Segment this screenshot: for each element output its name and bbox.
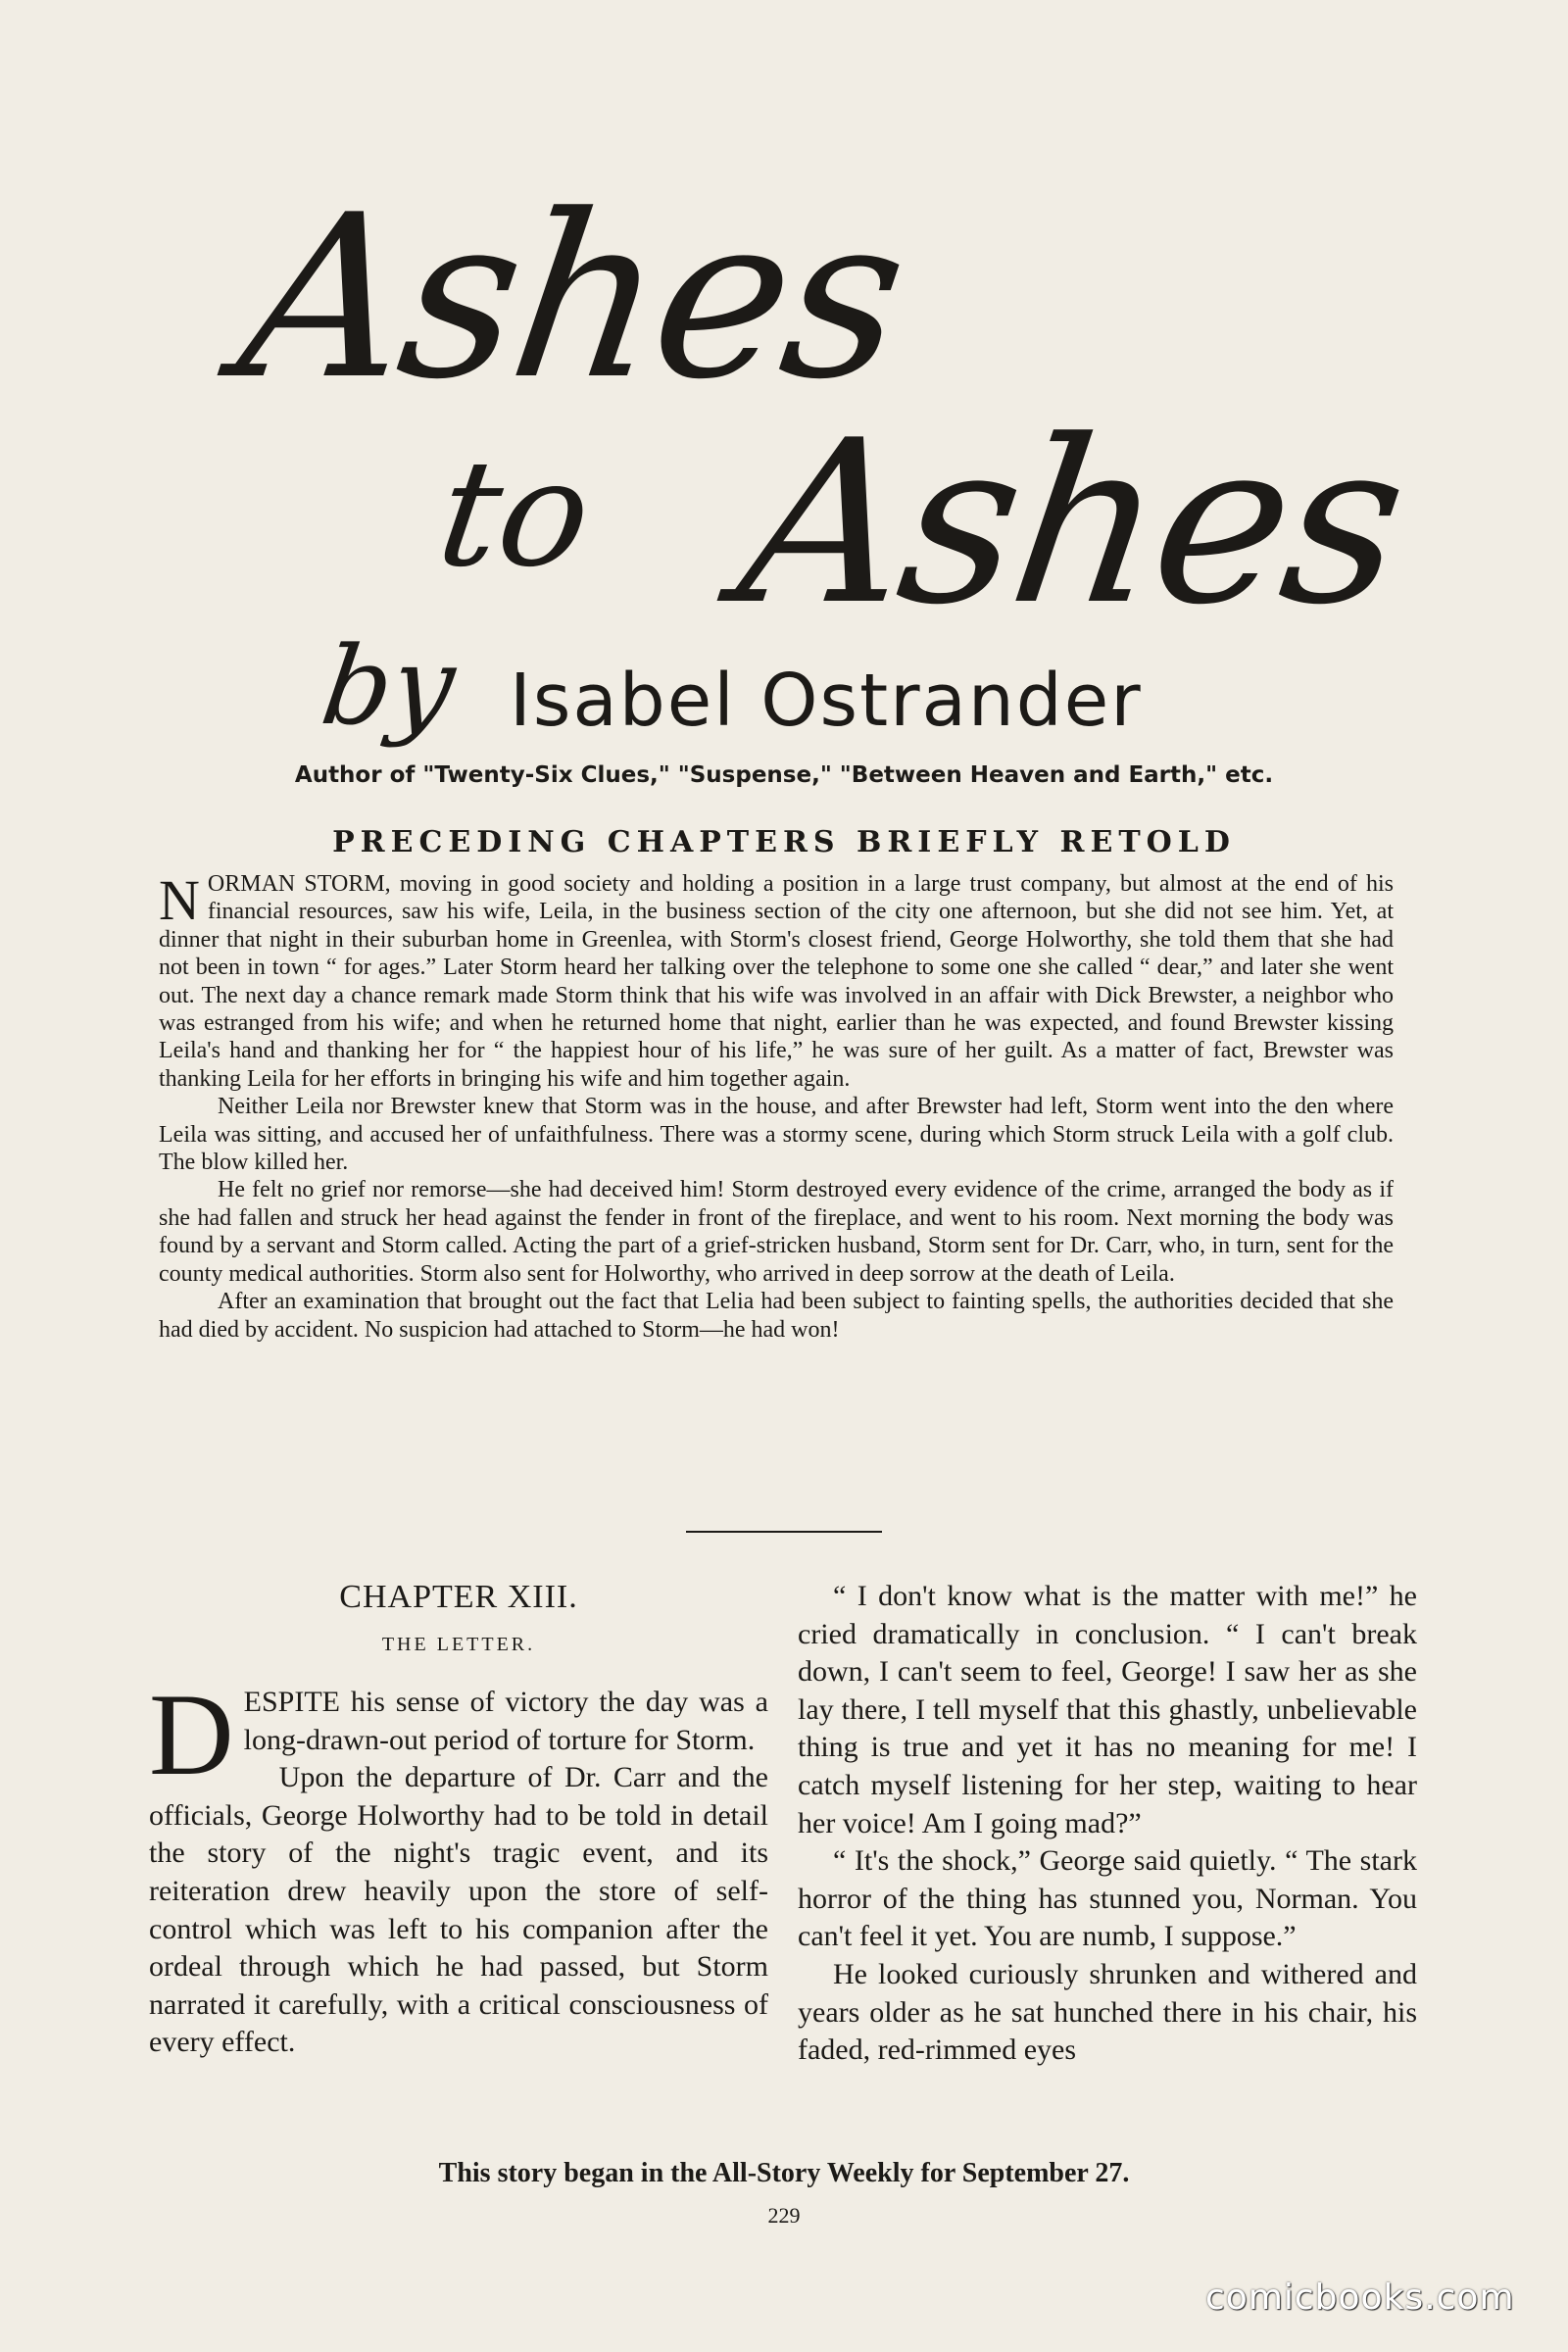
synopsis	[159, 870, 1394, 1344]
synopsis-heading: PRECEDING CHAPTERS BRIEFLY RETOLD	[332, 825, 1236, 859]
story-paragraph-3: “ I don't know what is the matter with me!” he cried dramatically in conclusion. “ I can't break down, I can't seem to feel, George! I saw her as she lay there, I tell myself that this ghastly, unbelievable thing is true and yet it has no meaning for me! I catch myself listening for her step, waiting to hear her voice! Am I going mad?”	[798, 1580, 1417, 1839]
title-to: to	[428, 429, 601, 600]
story-paragraph-4: “ It's the shock,” George said quietly. “ The stark horror of the thing has stunned you, Norman. You can't feel it yet. You are numb, I suppose.”	[798, 1844, 1417, 1953]
synopsis-paragraph-1-text: ORMAN STORM, moving in good society and holding a position in a large trust company, but almost at the end of his financial resources, saw his wife, Leila, in the business section of the city one afternoon, but she did not see him. Yet, at dinner that night in their suburban home in Greenlea, with Storm's closest friend, George Holworthy, she told them that she had not been in town “ for ages.” Later Storm heard her talking over the telephone to some one she called “ dear,” and later she went out. The next day a chance remark made Storm think that his wife was involved in an affair with Dick Brewster, a neighbor who was estranged from his wife; and when he returned home that night, earlier than he was expected, and found Brewster kissing Leila's hand and thanking her for “ the happiest hour of his life,” he was sure of her guilt. As a matter of fact, Brewster was thanking Leila for her efforts in bringing his wife and him together again.	[159, 871, 1394, 1092]
chapter-subtitle: THE LETTER.	[381, 1634, 536, 1655]
page-number: 229	[767, 2203, 801, 2228]
author-credits: Author of "Twenty-Six Clues," "Suspense," "Between Heaven and Earth," etc.	[294, 762, 1274, 788]
synopsis-paragraph-1	[159, 870, 1394, 1093]
title-ashes-line1: Ashes	[226, 168, 917, 429]
synopsis-paragraph-3: He felt no grief nor remorse—she had deceived him! Storm destroyed every evidence of the crime, arranged the body as if she had fallen and struck her head against the fender in front of the fireplace, and went to his room. Next morning the body was found by a servant and Storm called. Acting the part of a grief-stricken husband, Storm sent for Dr. Carr, who, in turn, sent for the county medical authorities. Storm also sent for Holworthy, who arrived in deep sorrow at the death of Leila.	[159, 1177, 1394, 1287]
story-began-note: This story began in the All-Story Weekly for September 27.	[438, 2158, 1130, 2188]
chapter-title: CHAPTER XIII.	[339, 1579, 578, 1615]
synopsis-paragraph-2: Neither Leila nor Brewster knew that Storm was in the house, and after Brewster had left, Storm went into the den where Leila was sitting, and accused her of unfaithfulness. There was a stormy scene, during which Storm struck Leila with a golf club. The blow killed her.	[159, 1094, 1394, 1176]
story-paragraph-2: Upon the departure of Dr. Carr and the officials, George Holworthy had to be told in detail the story of the night's tragic event, and its reiteration drew heavily upon the store of self-control which was left to his companion after the ordeal through which he had passed, but Storm narrated it carefully, with a critical consciousness of every effect.	[149, 1761, 768, 2059]
synopsis-paragraph-4: After an examination that brought out the fact that Lelia had been subject to fainting spells, the authorities decided that she had died by accident. No suspicion had attached to Storm—he had won!	[159, 1289, 1394, 1343]
story-column-right	[798, 1578, 1417, 2070]
section-divider	[686, 1531, 882, 1533]
story-paragraph-1	[149, 1669, 768, 1799]
source-watermark: comicbooks.com	[1205, 2278, 1515, 2318]
story-paragraph-5: He looked curiously shrunken and withered and years older as he sat hunched there in his chair, his faded, red-rimmed eyes	[798, 1957, 1417, 2067]
author-name: Isabel Ostrander	[510, 659, 1143, 743]
title-ashes-line2: Ashes	[726, 393, 1417, 655]
title-by: by	[315, 623, 463, 749]
synopsis-drop-cap: N	[159, 868, 200, 932]
chapter-drop-cap: D	[149, 1669, 234, 1799]
story-paragraph-1-text: ESPITE his sense of victory the day was a long-drawn-out period of torture for Storm.	[243, 1686, 768, 1756]
story-column-left	[149, 1578, 768, 2062]
